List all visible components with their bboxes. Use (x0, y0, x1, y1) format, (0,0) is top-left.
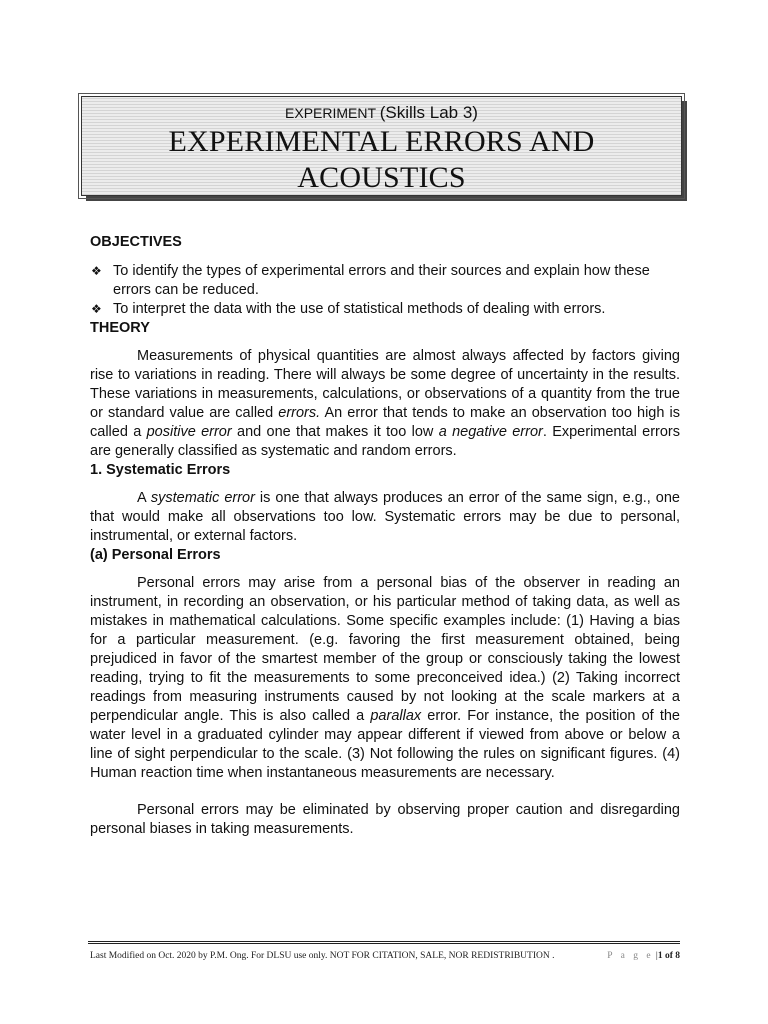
theory-paragraph (90, 347, 680, 461)
italic-term: positive error (146, 424, 232, 440)
text-run: . Experimental errors are generally classified as systematic and random errors. (90, 424, 680, 459)
personal-errors-heading: (a) Personal Errors (90, 547, 221, 563)
systematic-errors-heading: 1. Systematic Errors (90, 462, 231, 478)
document-body (90, 233, 680, 839)
page-separator: | (653, 951, 658, 961)
title-line-2: ACOUSTICS (297, 161, 466, 194)
list-item (90, 262, 680, 300)
page-number (607, 951, 680, 961)
experiment-kicker (82, 103, 681, 123)
page-title (82, 124, 681, 196)
kicker-sublabel: (Skills Lab 3) (379, 103, 478, 122)
page-label: P a g e (607, 951, 654, 961)
text-run: An error that tends to make an observation too high is called a (90, 405, 680, 440)
page-count: 1 of 8 (657, 951, 680, 961)
systematic-paragraph (90, 489, 680, 546)
text-run: error. For instance, the position of the water level in a graduated cylinder may appear different if viewed from above or below a line of sight perpendicular to the scale. (3) Not following the rules on significant figures. (4) Human reaction time when instantaneous measurements are necessary. (90, 708, 680, 781)
title-box (81, 96, 682, 196)
text-run: Measurements of physical quantities are almost always affected by factors giving rise to variations in reading. There will always be some degree of uncertainty in the results. These variations in measurements, calculations, or observations of a quantity from the true or standard value are called (90, 348, 680, 421)
personal-paragraph (90, 574, 680, 783)
objective-text: To interpret the data with the use of statistical methods of dealing with errors. (113, 301, 606, 317)
kicker-label: EXPERIMENT (285, 105, 376, 121)
theory-heading: THEORY (90, 320, 150, 336)
objectives-heading: OBJECTIVES (90, 234, 182, 250)
italic-term: errors. (278, 405, 321, 421)
text-run: Personal errors may arise from a personal bias of the observer in reading an instrument, in recording an observation, or his particular method of taking data, as well as mistakes in mathematical calculations. Some specific examples include: (1) Having a bias for a particular measurement. (e.g. favoring the first measurement obtained, being prejudiced in favor of the smartest member of the group or consciously taking the lowest reading, trying to fit the measurements to some preconceived idea.) (2) Taking incorrect readings from measuring instruments caused by not looking at the scale markers at a perpendicular angle. This is also called a (90, 575, 680, 724)
diamond-bullet-icon: ❖ (91, 264, 102, 278)
page-footer (88, 941, 680, 961)
title-line-1: EXPERIMENTAL ERRORS AND (168, 125, 595, 158)
list-item (90, 300, 680, 319)
personal-paragraph-2: Personal errors may be eliminated by observing proper caution and disregarding personal biases in taking measurements. (90, 802, 680, 837)
italic-term: parallax (370, 708, 422, 724)
italic-term: systematic error (150, 490, 255, 506)
text-run: and one that makes it too low (231, 424, 439, 440)
text-run: A (137, 490, 151, 506)
diamond-bullet-icon: ❖ (91, 302, 102, 316)
footer-notice: Last Modified on Oct. 2020 by P.M. Ong. For DLSU use only. NOT FOR CITATION, SALE, NOR REDISTRIBUTION . (90, 951, 555, 961)
text-run: is one that always produces an error of the same sign, e.g., one that would make all observations too low. Systematic errors may be due to personal, instrumental, or external factors. (90, 490, 680, 544)
italic-term: a negative error (438, 424, 543, 440)
objective-text: To identify the types of experimental errors and their sources and explain how these errors can be reduced. (113, 263, 650, 298)
objectives-list (90, 262, 680, 319)
